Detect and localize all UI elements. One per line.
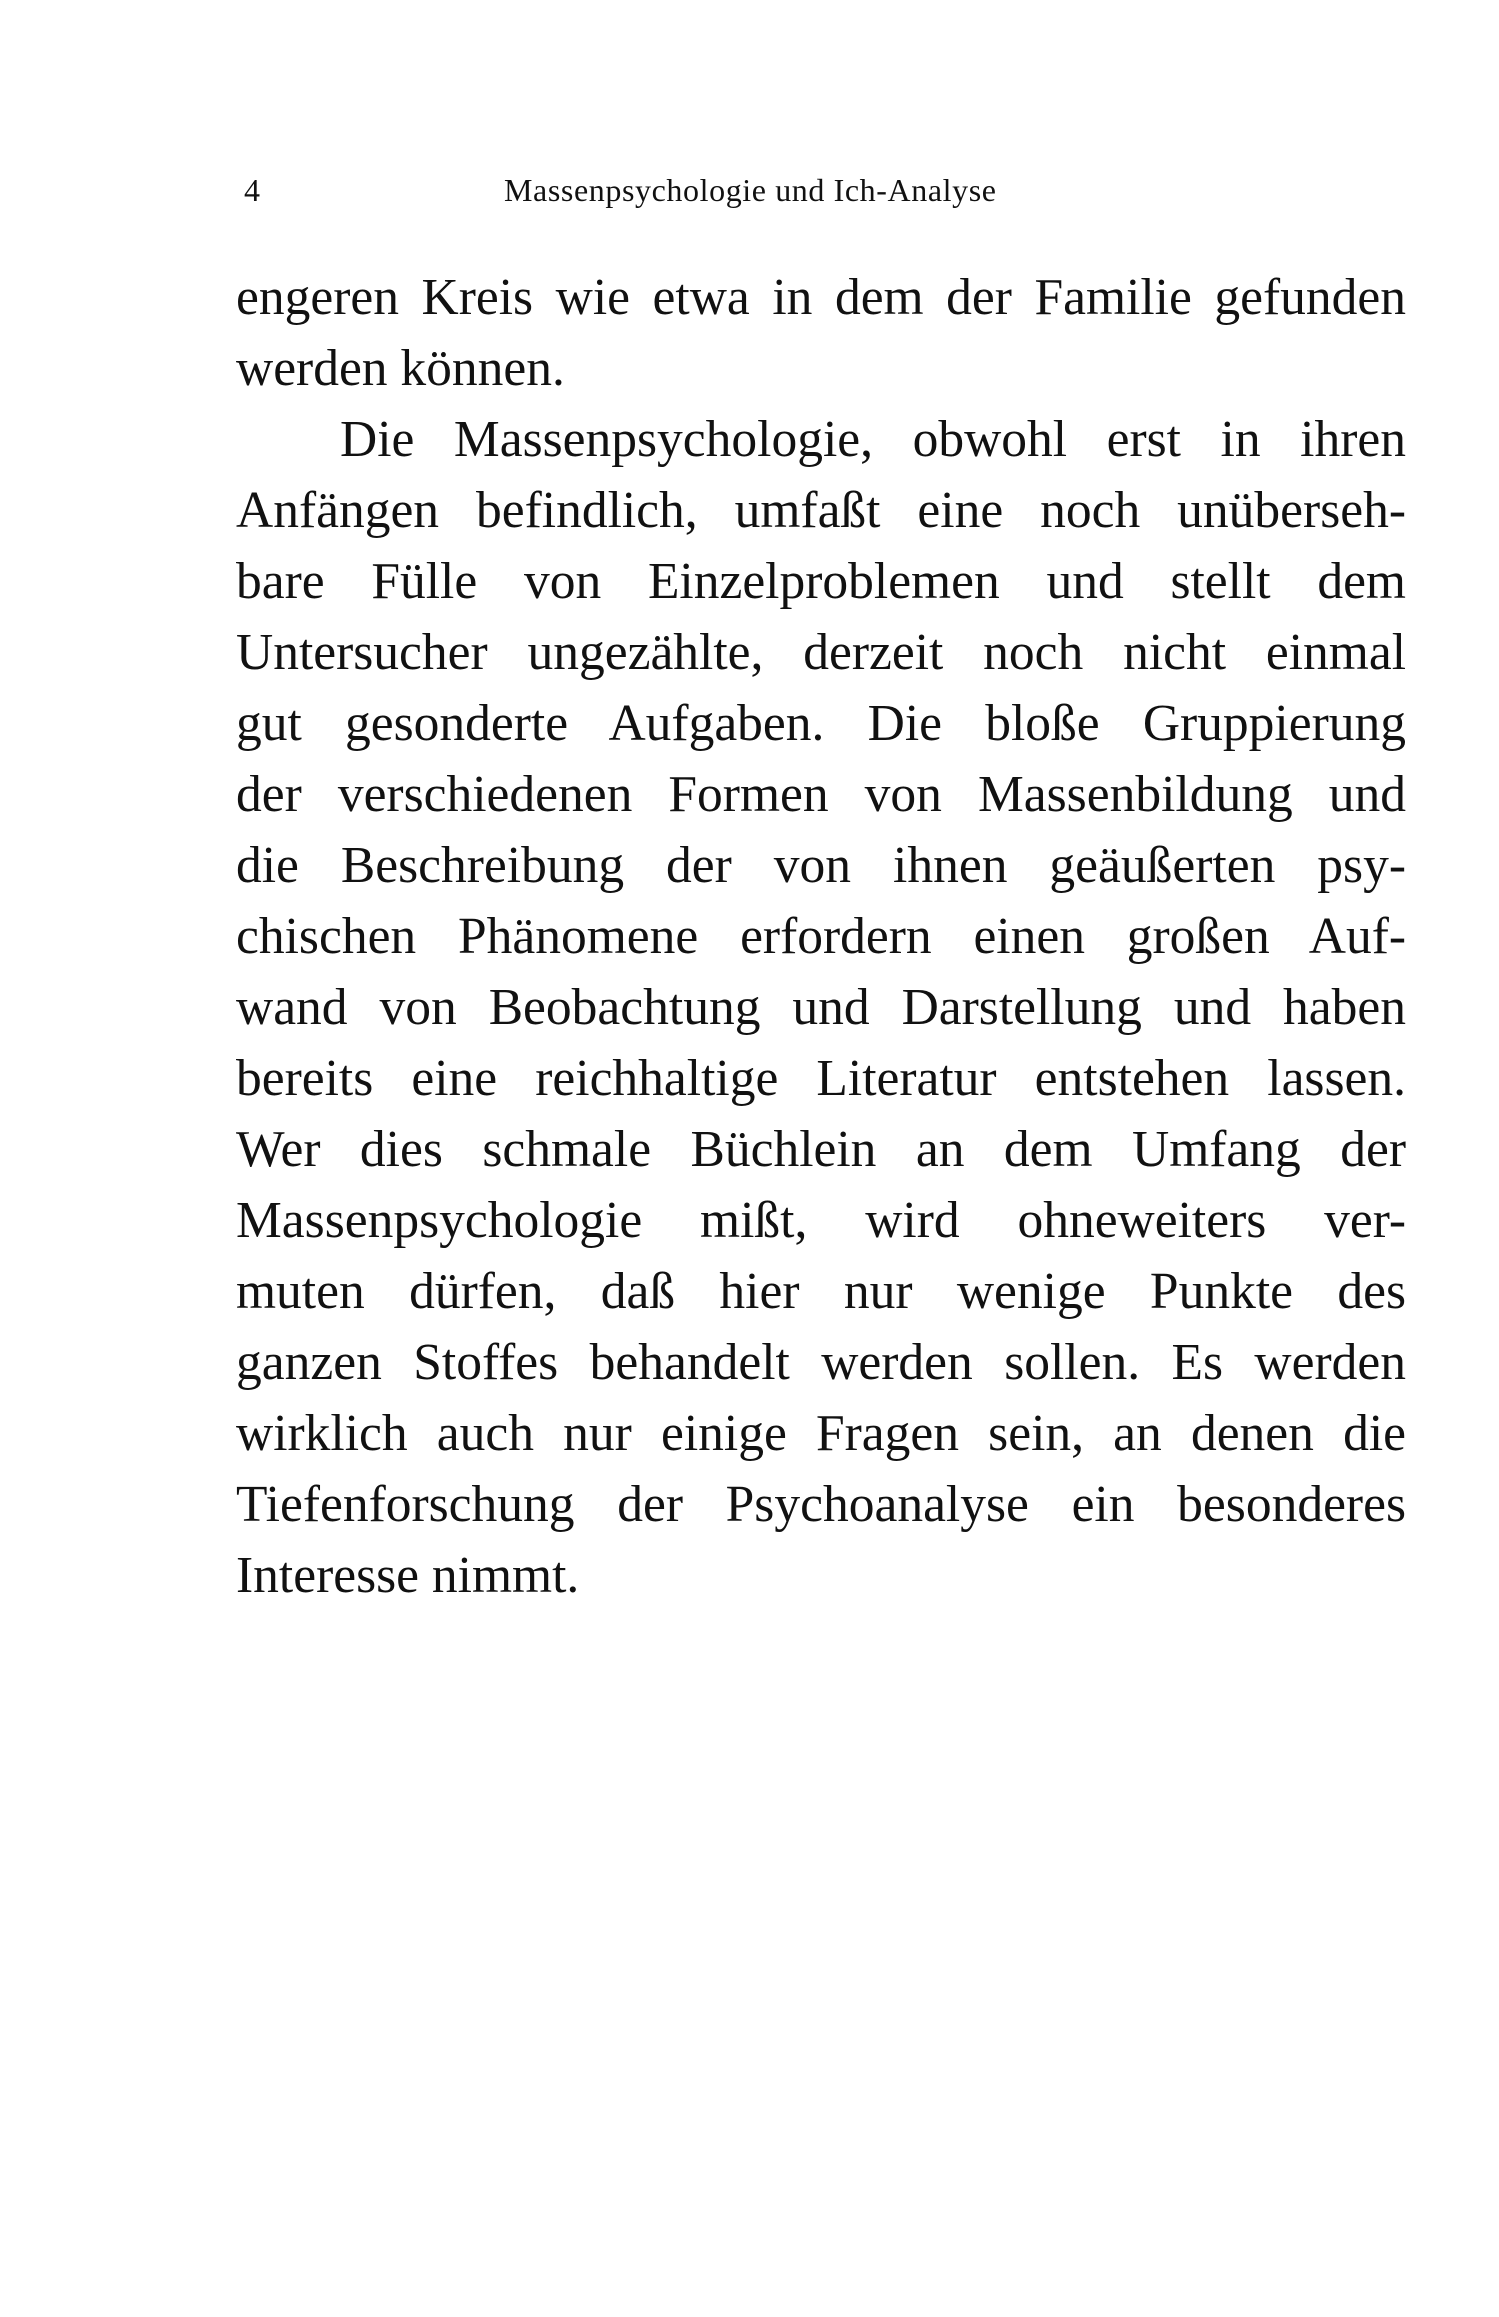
text-line: engeren Kreis wie etwa in dem der Familie gefunden	[236, 269, 1406, 326]
running-title: Massenpsychologie und Ich-Analyse	[504, 172, 997, 208]
running-header	[236, 168, 1406, 212]
text-line: die Beschreibung der von ihnen geäußerten psy-	[236, 837, 1406, 894]
text-line: Anfängen befindlich, umfaßt eine noch unüberseh-	[236, 482, 1406, 539]
text-line: wirklich auch nur einige Fragen sein, an denen die	[236, 1405, 1406, 1462]
text-line: bare Fülle von Einzelproblemen und stellt dem	[236, 553, 1406, 610]
text-line: bereits eine reichhaltige Literatur entstehen lassen.	[236, 1050, 1406, 1107]
text-line: der verschiedenen Formen von Massenbildung und	[236, 766, 1406, 823]
page-number: 4	[244, 172, 261, 208]
text-line: Die Massenpsychologie, obwohl erst in ihren	[340, 411, 1406, 468]
body-text	[236, 262, 1406, 1611]
text-line: chischen Phänomene erfordern einen großen Auf-	[236, 908, 1406, 965]
text-line: Tiefenforschung der Psychoanalyse ein besonderes	[236, 1476, 1406, 1533]
text-line: Interesse nimmt.	[236, 1547, 580, 1604]
text-line: Untersucher ungezählte, derzeit noch nicht einmal	[236, 624, 1406, 681]
text-line: werden können.	[236, 340, 565, 397]
text-line: gut gesonderte Aufgaben. Die bloße Gruppierung	[236, 695, 1406, 752]
text-line: Massenpsychologie mißt, wird ohneweiters ver-	[236, 1192, 1406, 1249]
text-line: wand von Beobachtung und Darstellung und haben	[236, 979, 1406, 1036]
text-line: Wer dies schmale Büchlein an dem Umfang der	[236, 1121, 1406, 1178]
text-line: ganzen Stoffes behandelt werden sollen. Es werden	[236, 1334, 1406, 1391]
text-line: muten dürfen, daß hier nur wenige Punkte des	[236, 1263, 1406, 1320]
